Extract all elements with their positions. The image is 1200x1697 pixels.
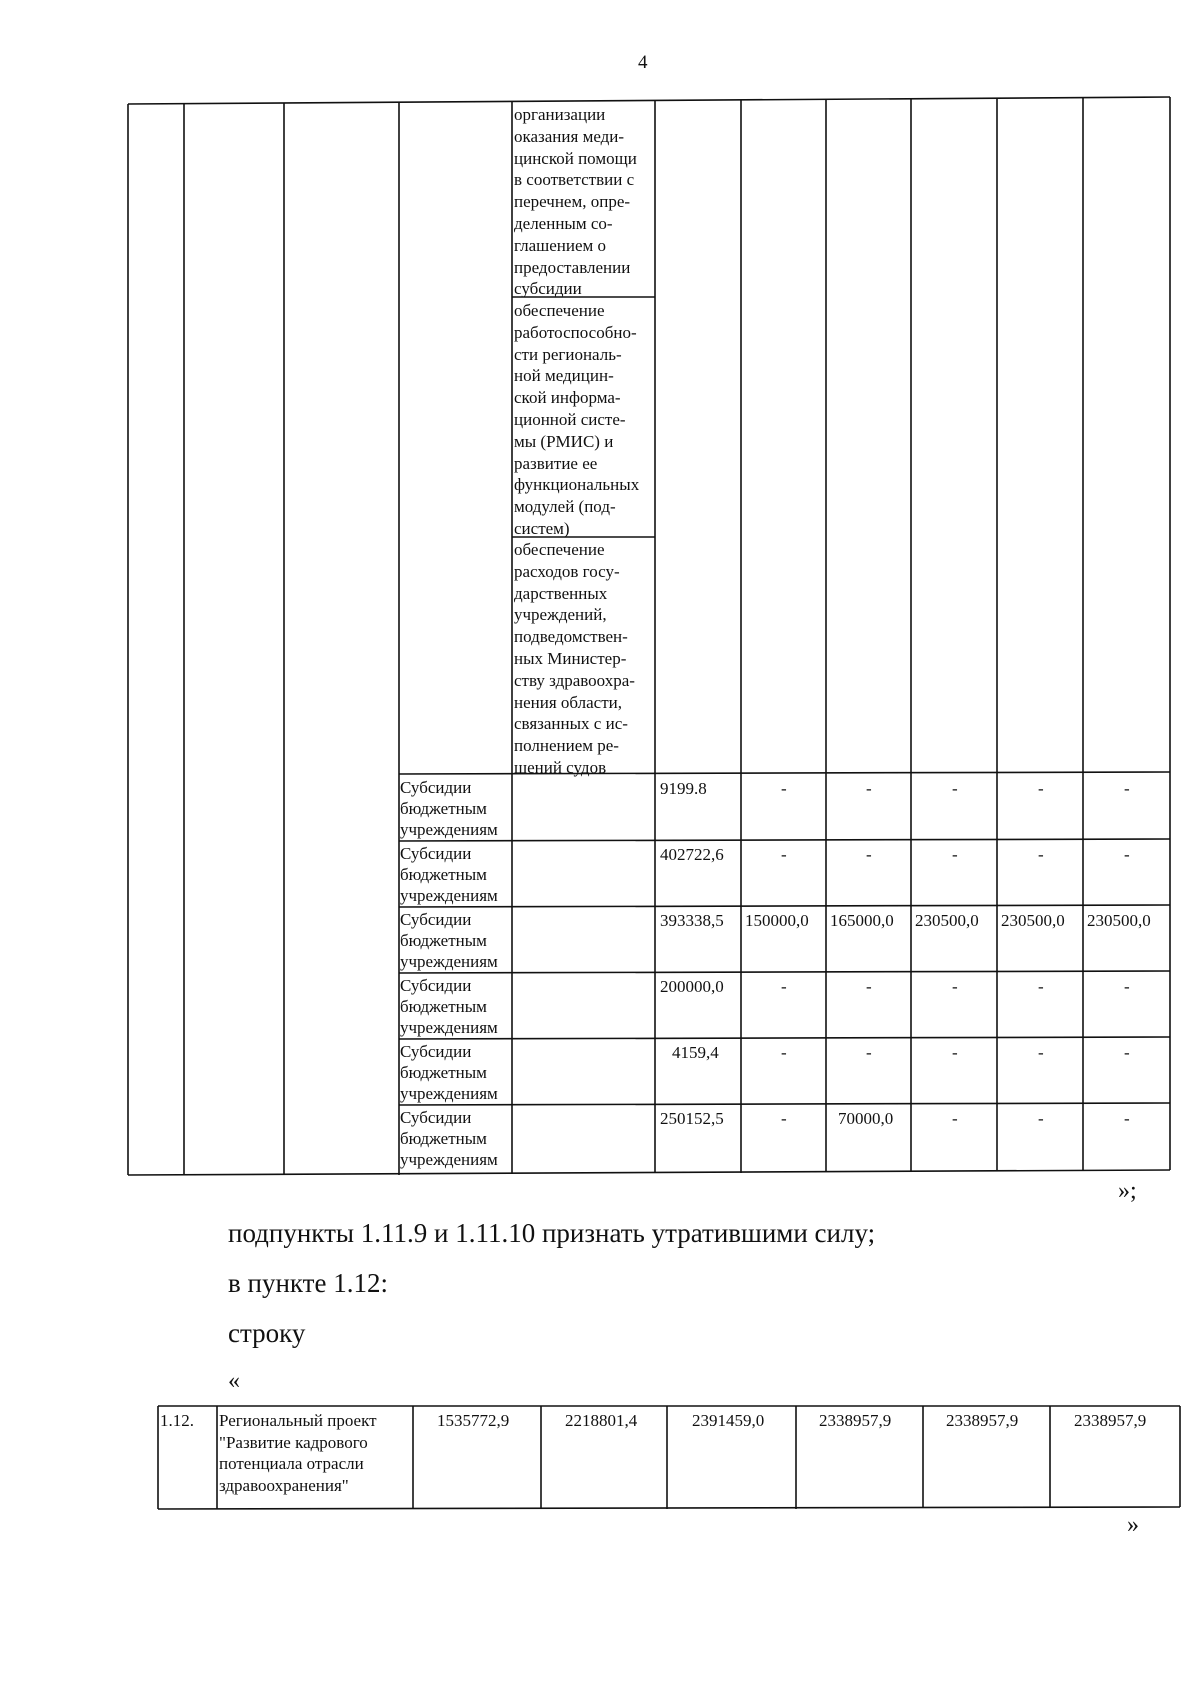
row-value: - bbox=[1038, 1109, 1044, 1128]
row-label: Субсидии бюджетным учреждениям bbox=[400, 910, 498, 971]
row-value: - bbox=[952, 977, 958, 996]
row-value: 4159,4 bbox=[672, 1043, 719, 1062]
row-value: - bbox=[781, 977, 787, 996]
row-value: - bbox=[1038, 977, 1044, 996]
row-value: 9199.8 bbox=[660, 779, 707, 798]
row-value: - bbox=[1038, 845, 1044, 864]
row-value: 393338,5 bbox=[660, 911, 724, 930]
table2-value: 2338957,9 bbox=[819, 1411, 892, 1430]
table2-value: 2391459,0 bbox=[692, 1411, 765, 1430]
table2-project-name: Региональный проект "Развитие кадрового потенциала отрасли здравоохранения" bbox=[219, 1411, 377, 1495]
row-label: Субсидии бюджетным учреждениям bbox=[400, 1108, 498, 1169]
row-value: - bbox=[1124, 779, 1130, 798]
paragraph-subpoints: подпункты 1.11.9 и 1.11.10 признать утратившими силу; bbox=[228, 1218, 876, 1248]
row-value: 230500,0 bbox=[915, 911, 979, 930]
table2-value: 2218801,4 bbox=[565, 1411, 638, 1430]
row-value: - bbox=[1124, 1043, 1130, 1062]
row-value: - bbox=[1038, 779, 1044, 798]
row-label: Субсидии бюджетным учреждениям bbox=[400, 976, 498, 1037]
purpose-text-1: организации оказания меди- цинской помощи в соответствии с перечнем, опре- деленным со- глашением о предоставлении субсидии bbox=[514, 105, 637, 299]
row-value: 200000,0 bbox=[660, 977, 724, 996]
row-label: Субсидии бюджетным учреждениям bbox=[400, 1042, 498, 1103]
closing-quote-table1: »; bbox=[1118, 1178, 1137, 1204]
row-value: 70000,0 bbox=[838, 1109, 894, 1128]
row-value: - bbox=[1124, 845, 1130, 864]
row-value: - bbox=[952, 779, 958, 798]
row-value: - bbox=[866, 779, 872, 798]
closing-quote-table2: » bbox=[1127, 1512, 1139, 1538]
table2-value: 1535772,9 bbox=[437, 1411, 510, 1430]
row-value: 402722,6 bbox=[660, 845, 724, 864]
row-value: - bbox=[866, 1043, 872, 1062]
row-value: - bbox=[866, 845, 872, 864]
table2-number: 1.12. bbox=[160, 1411, 194, 1430]
row-value: - bbox=[1038, 1043, 1044, 1062]
table2-value: 2338957,9 bbox=[946, 1411, 1019, 1430]
row-value: - bbox=[781, 1109, 787, 1128]
table2-value: 2338957,9 bbox=[1074, 1411, 1147, 1430]
row-value: - bbox=[952, 1043, 958, 1062]
row-value: - bbox=[952, 845, 958, 864]
page-number: 4 bbox=[638, 52, 648, 73]
row-value: - bbox=[952, 1109, 958, 1128]
row-value: 165000,0 bbox=[830, 911, 894, 930]
row-value: 230500,0 bbox=[1001, 911, 1065, 930]
row-value: - bbox=[1124, 1109, 1130, 1128]
row-value: 250152,5 bbox=[660, 1109, 724, 1128]
row-label: Субсидии бюджетным учреждениям bbox=[400, 778, 498, 839]
row-value: - bbox=[1124, 977, 1130, 996]
row-value: - bbox=[781, 1043, 787, 1062]
purpose-text-2: обеспечение работоспособно- сти региональ- ной медицин- ской информа- ционной систе- мы (РМИС) и развитие ее функциональных модулей (под- систем) bbox=[514, 301, 640, 538]
row-value: 230500,0 bbox=[1087, 911, 1151, 930]
purpose-text-3: обеспечение расходов госу- дарственных учреждений, подведомствен- ных Министер- ству здравоохра- нения области, связанных с ис- полнением ре- шений судов bbox=[514, 540, 635, 777]
row-value: - bbox=[781, 779, 787, 798]
opening-quote: « bbox=[228, 1368, 240, 1394]
row-value: - bbox=[781, 845, 787, 864]
paragraph-row: строку bbox=[228, 1318, 306, 1348]
paragraph-point: в пункте 1.12: bbox=[228, 1268, 388, 1298]
row-label: Субсидии бюджетным учреждениям bbox=[400, 844, 498, 905]
row-value: - bbox=[866, 977, 872, 996]
row-value: 150000,0 bbox=[745, 911, 809, 930]
